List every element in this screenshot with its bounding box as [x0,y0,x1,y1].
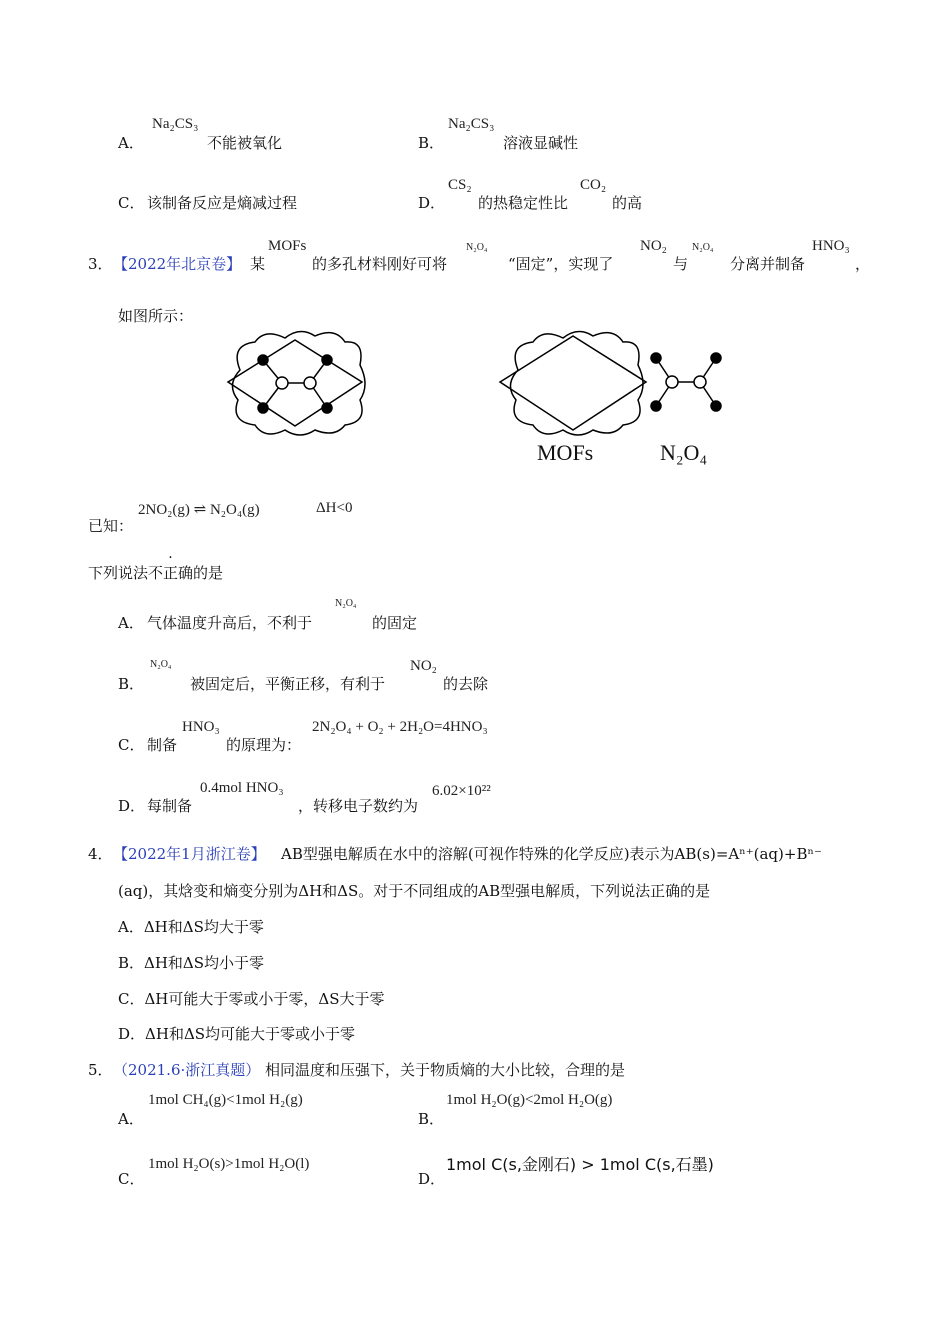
option-text: 该制备反应是熵减过程 [147,194,298,212]
mofs-empty-icon [500,331,646,435]
q5-option-b-formula: 1mol H₂O(g)<2mol H₂O(g) [446,1092,613,1108]
known-enthalpy: ΔH<0 [316,500,353,516]
option-text: 每制备 [147,797,193,815]
option-label: B． [118,675,145,693]
option-text: 气体温度升高后，不利于 [147,614,313,632]
option-label: B． [418,134,445,152]
option-text: ，转移电子数约为 [298,797,419,815]
question-prompt [88,562,223,583]
option-text: 的原理为： [226,736,302,754]
formula-hno3: HNO₃ [812,238,850,254]
formula-na2cs3: Na₂CS₃ [448,116,495,132]
q4-option-d: D．ΔH和ΔS均可能大于零或小于零 [118,1025,356,1043]
question-number: 5． [88,1061,113,1079]
q5-option-a-formula: 1mol CH₄(g)<1mol H₂(g) [148,1092,303,1108]
option-label: A． [118,1110,144,1128]
option-text: 的去除 [443,675,489,693]
q4-option-a: A．ΔH和ΔS均大于零 [118,918,264,936]
option-text: 制备 [147,736,178,754]
stem-text: (aq)，其焓变和熵变分别为ΔH和ΔS。对于不同组成的AB型强电解质，下列说法正确的是 [118,882,711,900]
option-label: B． [418,1110,445,1128]
formula-hno3: HNO₃ [182,719,220,735]
option-label: C． [118,1170,145,1188]
source-tag: （2021.6·浙江真题） [113,1061,261,1079]
option-text: 溶液显碱性 [503,134,579,152]
figure-label-mofs: MOFs [537,440,594,465]
mofs-with-n2o4-icon [228,331,365,435]
stem-text: 分离并制备 [730,255,806,273]
q4-option-b: B．ΔH和ΔS均小于零 [118,954,265,972]
option-text: 的固定 [372,614,418,632]
option-label: C． [118,736,145,754]
formula-n2o4: N₂O₄ [335,598,357,609]
known-label: 已知： [88,517,134,535]
formula-cs2: CS₂ [448,177,472,193]
reaction-equation: 2N₂O₄ + O₂ + 2H₂O=4HNO₃ [312,719,488,735]
stem-text: 某 [250,255,266,273]
q5-option-c-formula: 1mol H₂O(s)>1mol H₂O(l) [148,1156,310,1172]
q5-option-d-formula: 1mol C(s,金刚石) > 1mol C(s,石墨) [446,1155,714,1174]
formula-na2cs3: Na₂CS₃ [152,116,199,132]
prompt-text: 下列说法 [88,564,149,582]
option-label: C． [118,194,145,212]
question-number: 3． [88,255,113,273]
option-label: A． [118,614,144,632]
emphasis-text: 不正确 [148,564,194,582]
q4-option-c: C．ΔH可能大于零或小于零，ΔS大于零 [118,990,385,1008]
formula-amount: 0.4mol HNO₃ [200,780,284,796]
option-text: 被固定后，平衡正移，有利于 [190,675,386,693]
formula-n2o4: N₂O₄ [692,242,714,253]
stem-text: AB型强电解质在水中的溶解(可视作特殊的化学反应)表示为AB(s)=Aⁿ⁺(aq)+Bⁿ⁻ [281,845,822,863]
formula-mofs: MOFs [268,238,307,254]
n2o4-molecule-icon [651,353,721,411]
option-text: 不能被氧化 [207,134,283,152]
option-label: D． [418,1170,446,1188]
option-label: D． [118,797,146,815]
formula-n2o4: N₂O₄ [150,659,172,670]
source-tag: 【2022年北京卷】 [113,255,242,273]
formula-no2: NO₂ [410,658,437,674]
known-equation: 2NO₂(g) ⇌ N₂O₄(g) [138,502,260,518]
option-text: 的热稳定性比 [478,194,569,212]
stem-text: ， [855,255,871,273]
stem-text: “固定”，实现了 [508,255,614,273]
question-number: 4． [88,845,113,863]
option-label: D． [418,194,446,212]
figure-label-n2o4: N₂O₄ [660,440,708,465]
formula-no2: NO₂ [640,238,667,254]
electron-count: 6.02×10²² [432,783,491,799]
stem-text: 相同温度和压强下，关于物质熵的大小比较，合理的是 [265,1061,626,1079]
prompt-text: 的是 [193,564,224,582]
stem-text: 的多孔材料刚好可将 [312,255,448,273]
stem-text: 与 [673,255,689,273]
source-tag: 【2022年1月浙江卷】 [113,845,266,863]
stem-text: 如图所示： [118,307,194,325]
formula-co2: CO₂ [580,177,607,193]
option-label: A． [118,134,144,152]
option-text: 的高 [612,194,643,212]
formula-n2o4: N₂O₄ [466,242,488,253]
